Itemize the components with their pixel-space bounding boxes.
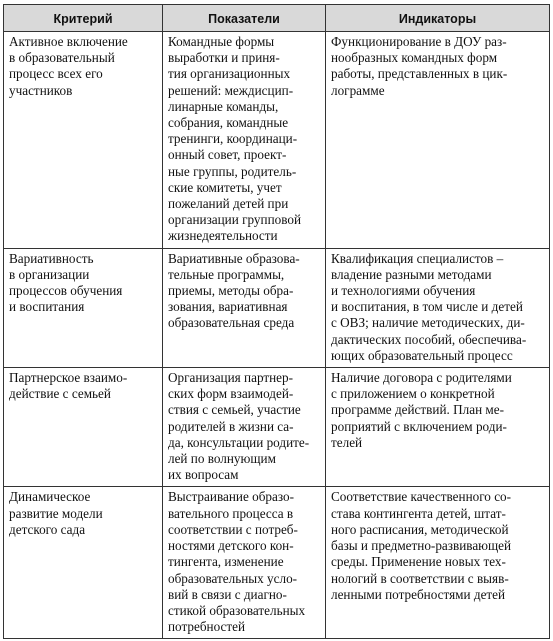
text-line: вательного процесса в [168,505,294,521]
text-line: вий в связи с диагно- [168,586,287,602]
text-line: развитие модели [9,505,103,521]
text-line: линарные команды, [168,98,279,114]
text-line: лограмме [331,82,385,98]
text-line: Партнерское взаимо- [9,370,128,386]
cell-indicators [163,248,326,367]
text-line: ющих образовательный процесс [331,347,513,363]
text-line: выработки и приня- [168,50,280,66]
cell-measures [326,368,550,487]
cell-criterion [4,248,163,367]
text-line: и воспитания [9,299,85,315]
text-line: ских форм взаимодей- [168,386,294,402]
text-line: потребностей [168,619,246,635]
text-line: их вопросам [168,467,239,483]
cell-measures [326,32,550,249]
text-line: базы и предметно-развивающей [331,538,512,554]
cell-indicators [163,487,326,639]
table-row [4,32,550,249]
text-line: да, консультации родите- [168,434,310,450]
text-line: программе действий. План ме- [331,402,505,418]
text-line: телей [331,434,363,450]
text-line: Функционирование в ДОУ раз- [331,34,507,49]
text-line: и воспитания, в том числе и детей [331,299,523,315]
text-line: роприятий с включением роди- [331,418,507,434]
text-line: работы, представленных в цик- [331,66,508,82]
text-line: детского сада [9,521,86,537]
cell-criterion [4,32,163,249]
text-line: тельные программы, [168,266,285,282]
text-line: соответствии с потреб- [168,521,298,537]
text-line: жизнедеятельности [168,228,278,244]
text-line: Организация партнер- [168,370,294,386]
text-line: пожеланий детей при [168,196,289,212]
text-line: ские комитеты, учет [168,179,282,195]
text-line: организации групповой [168,212,302,228]
header-criterion: Критерий [4,5,163,32]
cell-criterion [4,487,163,639]
text-line: Выстраивание образо- [168,489,294,505]
text-line: Вариативность [9,250,94,266]
text-line: процесс всех его [9,66,103,82]
text-line: стикой образовательных [168,602,306,618]
text-line: тингента, изменение [168,554,284,570]
text-line: ствия с семьей, участие [168,402,301,418]
text-line: ностями детского кон- [168,538,294,554]
text-line: приемы, методы обра- [168,283,294,299]
text-line: в организации [9,266,90,282]
cell-measures [326,248,550,367]
text-line: лей по волнующим [168,451,276,467]
table-row [4,487,550,639]
text-line: с приложением о конкретной [331,386,495,402]
text-line: ные группы, родитель- [168,163,297,179]
text-line: среды. Применение новых тех- [331,554,506,570]
text-line: Вариативные образова- [168,250,300,266]
header-measures: Индикаторы [326,5,550,32]
criteria-table [3,4,550,639]
text-line: онный совет, проект- [168,147,287,163]
text-line: тия организационных [168,66,291,82]
text-line: нообразных командных форм [331,50,498,66]
text-line: образовательная среда [168,315,295,331]
text-line: става контингента детей, штат- [331,505,506,521]
text-line: процессов обучения [9,283,123,299]
text-line: нологий в соответствии с выяв- [331,570,509,586]
text-line: действие с семьей [9,386,111,402]
cell-measures [326,487,550,639]
text-line: родителей в жизни са- [168,418,294,434]
text-line: образовательных усло- [168,570,298,586]
text-line: ного расписания, методической [331,521,509,537]
table-row [4,248,550,367]
table-row [4,368,550,487]
text-line: участников [9,82,73,98]
text-line: Соответствие качественного со- [331,489,512,505]
text-line: Квалификация специалистов – [331,250,504,266]
text-line: владение разными методами [331,266,492,282]
text-line: ленными потребностями детей [331,586,506,602]
text-line: тренинги, координаци- [168,131,298,147]
header-row [4,5,550,32]
text-line: с ОВЗ; наличие методических, ди- [331,315,525,331]
text-line: и технологиями обучения [331,283,476,299]
text-line: Активное включение [9,34,128,49]
text-line: Динамическое [9,489,91,505]
text-line: дактических пособий, обеспечива- [331,331,527,347]
cell-indicators [163,32,326,249]
text-line: в образовательный [9,50,115,66]
text-line: Наличие договора с родителями [331,370,512,386]
cell-indicators [163,368,326,487]
header-indicators: Показатели [163,5,326,32]
text-line: собрания, командные [168,115,289,131]
text-line: зования, вариативная [168,299,288,315]
text-line: решений: междисцип- [168,82,294,98]
text-line: Командные формы [168,34,275,49]
cell-criterion [4,368,163,487]
